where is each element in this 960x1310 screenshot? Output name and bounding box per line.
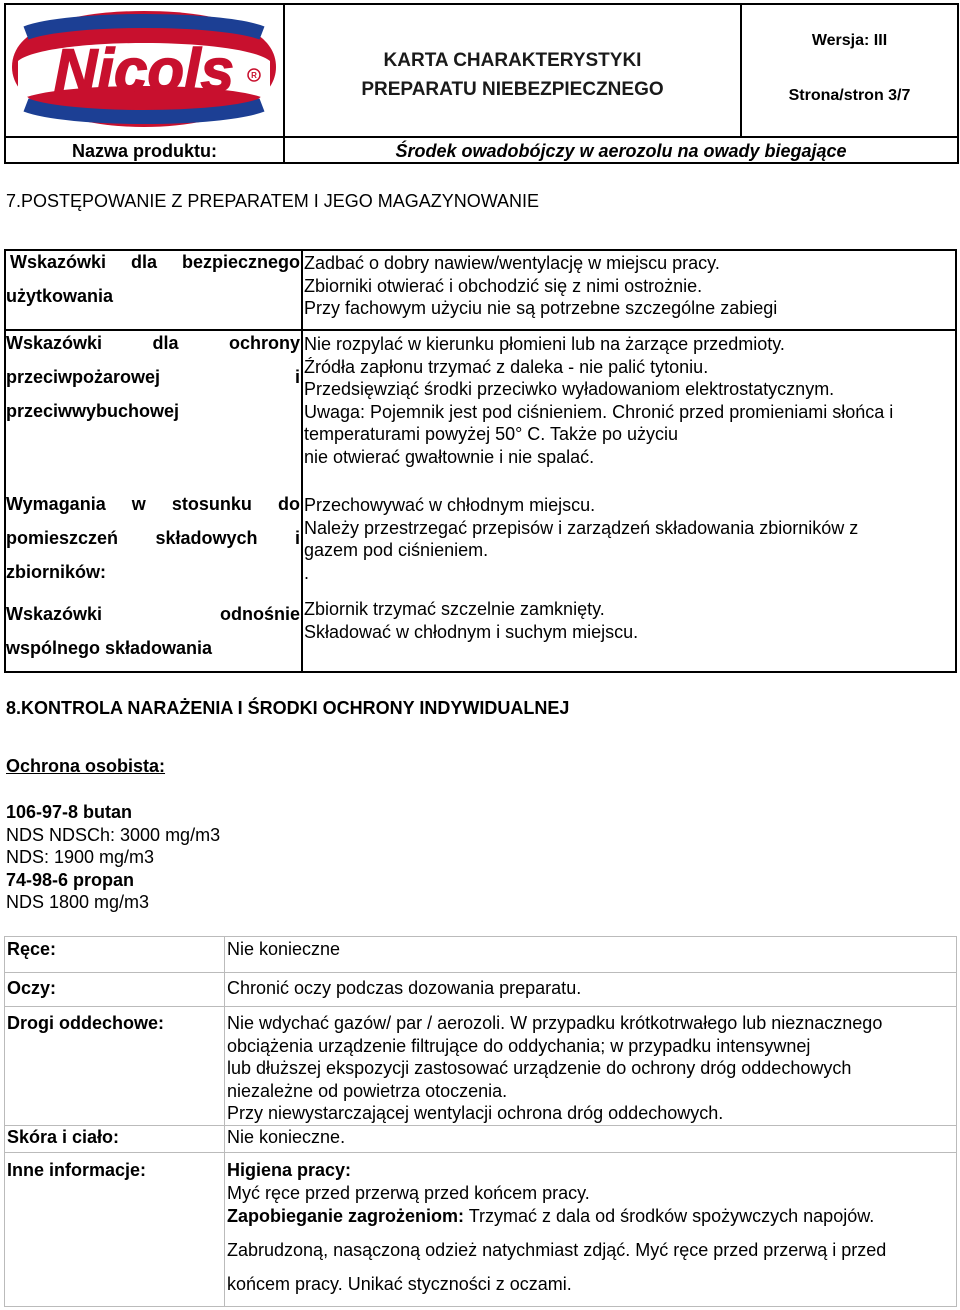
hands-text: Nie konieczne <box>227 939 341 959</box>
row2-label-line1: Wskazówki dla ochrony <box>6 333 300 353</box>
row4-text-line: Składować w chłodnym i suchym miejscu. <box>304 621 639 642</box>
other-info-line: końcem pracy. Unikać styczności z oczami. <box>227 1274 572 1294</box>
substance-list <box>6 801 220 914</box>
substance-limit: NDS NDSCh: 3000 mg/m3 <box>6 824 221 845</box>
respiratory-text-line: lub dłuższej ekspozycji zastosować urządzenie do ochrony dróg oddechowych <box>227 1058 852 1078</box>
row1-text-line: Zadbać o dobry nawiew/wentylację w miejscu pracy. <box>304 253 720 273</box>
row1-text-line: Zbiorniki otwierać i obchodzić się z nimi ostrożnie. <box>304 275 703 296</box>
product-name: Środek owadobójczy w aerozolu na owady biegające <box>395 141 847 161</box>
personal-protection-heading: Ochrona osobista: <box>6 756 166 776</box>
substance-name: 106-97-8 butan <box>6 802 133 822</box>
respiratory-label: Drogi oddechowe: <box>7 1013 164 1033</box>
version-label: Wersja: III <box>811 32 888 49</box>
skin-text: Nie konieczne. <box>227 1127 346 1147</box>
page-counter: Strona/stron 3/7 <box>788 87 911 104</box>
respiratory-text <box>227 1012 882 1125</box>
row4-label-line1: Wskazówki odnośnie <box>6 604 300 624</box>
substance-limit: NDS: 1900 mg/m3 <box>6 847 155 867</box>
prevention-line <box>227 1206 874 1227</box>
row2-text-line: temperaturami powyżej 50° C. Także po użyciu <box>304 424 679 444</box>
respiratory-text-line: Przy niewystarczającej wentylacji ochrona dróg oddechowych. <box>227 1103 724 1123</box>
row2-label-line3: przeciwwybuchowej <box>6 401 180 421</box>
eyes-text: Chronić oczy podczas dozowania preparatu. <box>227 978 582 998</box>
row3-label-line1: Wymagania w stosunku do <box>6 494 300 514</box>
row3-text-line: Przechowywać w chłodnym miejscu. <box>304 495 596 515</box>
substance-limit: NDS 1800 mg/m3 <box>6 892 150 912</box>
respiratory-text-line: Nie wdychać gazów/ par / aerozoli. W przypadku krótkotrwałego lub nieznacznego <box>227 1013 883 1033</box>
nicols-logo <box>8 7 280 133</box>
row3-text-line: . <box>304 562 310 583</box>
skin-label: Skóra i ciało: <box>7 1127 120 1147</box>
eyes-label: Oczy: <box>7 978 57 998</box>
other-info-line: Zabrudzoną, nasączoną odzież natychmiast zdjąć. Myć ręce przed przerwą i przed <box>227 1240 887 1260</box>
header-title-line1: KARTA CHARAKTERYSTYKI <box>383 50 642 71</box>
row2-text-line: Przedsięwziąć środki przeciwko wyładowaniom elektrostatycznym. <box>304 379 835 399</box>
row1-label-line1: Wskazówki dla bezpiecznego <box>10 252 300 272</box>
row4-text <box>304 598 638 643</box>
row1-text <box>304 252 777 320</box>
hygiene-text: Myć ręce przed przerwą przed końcem pracy. <box>227 1183 590 1203</box>
row4-label-line2: wspólnego składowania <box>6 638 213 658</box>
substance-name: 74-98-6 propan <box>6 869 135 890</box>
row2-text-line: Źródła zapłonu trzymać z daleka - nie palić tytoniu. <box>304 356 709 377</box>
row2-text-line: nie otwierać gwałtownie i nie spalać. <box>304 446 595 467</box>
prevention-text: Trzymać z dala od środków spożywczych napojów. <box>468 1206 875 1226</box>
respiratory-text-line: obciążenia urządzenie filtrujące do oddychania; w przypadku intensywnej <box>227 1035 811 1056</box>
row2-label-line2: przeciwpożarowej i <box>6 367 300 387</box>
hands-label: Ręce: <box>7 939 57 959</box>
row1-label-line2: użytkowania <box>6 286 114 306</box>
row3-text-line: gazem pod ciśnieniem. <box>304 540 489 560</box>
respiratory-text-line: niezależne od powietrza otoczenia. <box>227 1080 508 1101</box>
row3-label-line3: zbiorników: <box>6 562 106 582</box>
row3-text-line: Należy przestrzegać przepisów i zarządzeń składowania zbiorników z <box>304 517 859 538</box>
row3-label-line2: pomieszczeń składowych i <box>6 528 300 548</box>
product-label: Nazwa produktu: <box>71 141 217 161</box>
row1-text-line: Przy fachowym użyciu nie są potrzebne szczególne zabiegi <box>304 298 778 318</box>
section7-title: 7.POSTĘPOWANIE Z PREPARATEM I JEGO MAGAZYNOWANIE <box>6 191 540 211</box>
row2-text-line: Uwaga: Pojemnik jest pod ciśnieniem. Chronić przed promieniami słońca i <box>304 401 894 422</box>
prevention-label: Zapobieganie zagrożeniom: <box>227 1206 465 1226</box>
logo-text: Nicols <box>53 37 235 104</box>
row2-text-line: Nie rozpylać w kierunku płomieni lub na żarzące przedmioty. <box>304 334 785 354</box>
svg-text:R: R <box>251 71 257 80</box>
row4-text-line: Zbiornik trzymać szczelnie zamknięty. <box>304 599 605 619</box>
other-info-label: Inne informacje: <box>7 1160 147 1180</box>
row2-text <box>304 333 893 468</box>
header-title-line2: PREPARATU NIEBEZPIECZNEGO <box>361 79 664 100</box>
row3-text <box>304 494 858 584</box>
hygiene-label: Higiena pracy: <box>227 1160 352 1180</box>
section8-title: 8.KONTROLA NARAŻENIA I ŚRODKI OCHRONY INDYWIDUALNEJ <box>6 698 570 718</box>
